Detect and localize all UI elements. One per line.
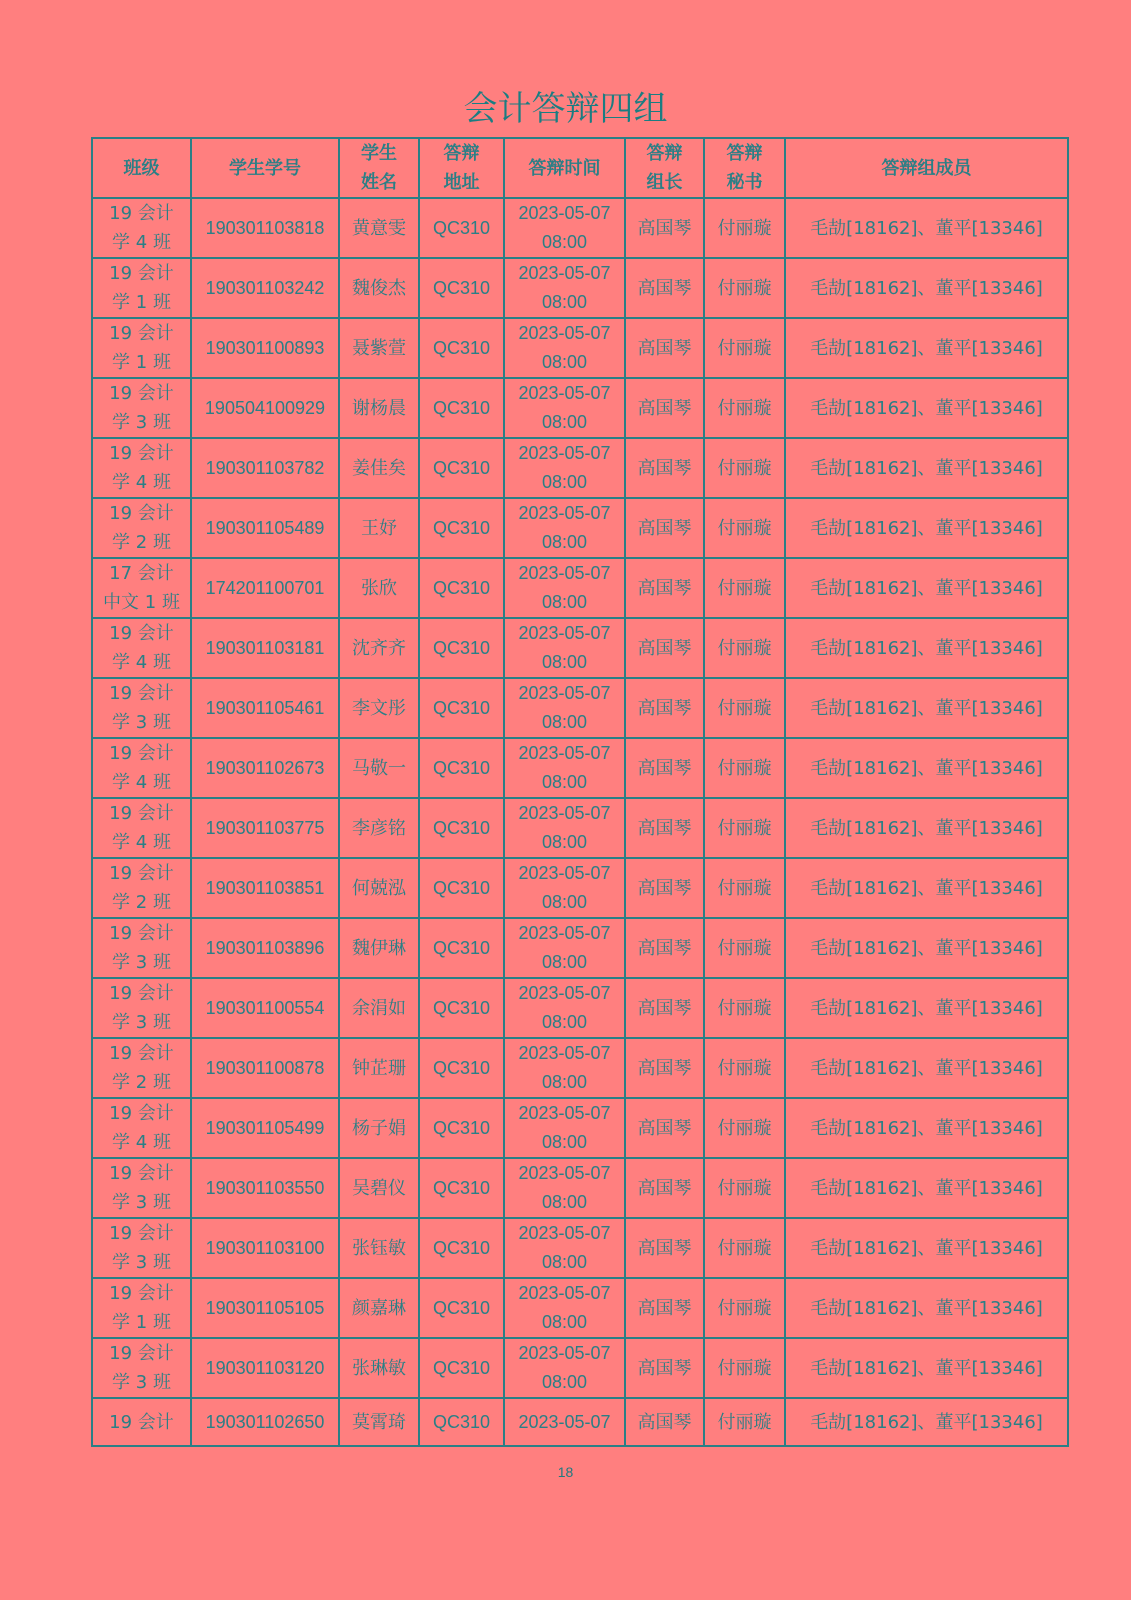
cell-address: QC310 <box>419 438 504 498</box>
cell-leader: 高国琴 <box>625 438 704 498</box>
cell-student-id: 190301103818 <box>191 198 339 258</box>
cell-time: 2023-05-07 08:00 <box>504 198 625 258</box>
cell-time: 2023-05-07 08:00 <box>504 978 625 1038</box>
cell-time: 2023-05-07 08:00 <box>504 258 625 318</box>
cell-class: 19 会计 学 3 班 <box>92 678 191 738</box>
cell-address: QC310 <box>419 1158 504 1218</box>
cell-student-name: 姜佳矣 <box>339 438 419 498</box>
cell-student-name: 颜嘉琳 <box>339 1278 419 1338</box>
cell-student-name: 李文彤 <box>339 678 419 738</box>
table-row <box>92 318 1068 378</box>
cell-class: 19 会计 学 3 班 <box>92 1158 191 1218</box>
header-time: 答辩时间 <box>504 138 625 198</box>
header-student-id: 学生学号 <box>191 138 339 198</box>
cell-student-name: 杨子娟 <box>339 1098 419 1158</box>
cell-members: 毛劼[18162]、董平[13346] <box>785 198 1068 258</box>
cell-members: 毛劼[18162]、董平[13346] <box>785 1338 1068 1398</box>
cell-class: 19 会计 学 4 班 <box>92 738 191 798</box>
cell-leader: 高国琴 <box>625 678 704 738</box>
cell-members: 毛劼[18162]、董平[13346] <box>785 558 1068 618</box>
cell-student-id: 190301102650 <box>191 1398 339 1446</box>
cell-secretary: 付丽璇 <box>704 798 785 858</box>
cell-members: 毛劼[18162]、董平[13346] <box>785 978 1068 1038</box>
cell-secretary: 付丽璇 <box>704 258 785 318</box>
cell-members: 毛劼[18162]、董平[13346] <box>785 258 1068 318</box>
cell-secretary: 付丽璇 <box>704 978 785 1038</box>
cell-secretary: 付丽璇 <box>704 678 785 738</box>
cell-student-name: 何兢泓 <box>339 858 419 918</box>
table-row <box>92 1278 1068 1338</box>
cell-leader: 高国琴 <box>625 1338 704 1398</box>
cell-class: 19 会计 学 4 班 <box>92 618 191 678</box>
cell-student-name: 谢杨晨 <box>339 378 419 438</box>
cell-members: 毛劼[18162]、董平[13346] <box>785 618 1068 678</box>
cell-secretary: 付丽璇 <box>704 1038 785 1098</box>
cell-class: 19 会计 学 4 班 <box>92 1098 191 1158</box>
cell-time: 2023-05-07 08:00 <box>504 918 625 978</box>
cell-class: 19 会计 学 3 班 <box>92 918 191 978</box>
cell-student-id: 190301103775 <box>191 798 339 858</box>
cell-class: 19 会计 学 1 班 <box>92 318 191 378</box>
table-row <box>92 1398 1068 1446</box>
cell-student-name: 莫霄琦 <box>339 1398 419 1446</box>
cell-student-name: 张欣 <box>339 558 419 618</box>
header-student-name: 学生 姓名 <box>339 138 419 198</box>
cell-address: QC310 <box>419 498 504 558</box>
cell-members: 毛劼[18162]、董平[13346] <box>785 798 1068 858</box>
cell-time: 2023-05-07 08:00 <box>504 858 625 918</box>
cell-secretary: 付丽璇 <box>704 1278 785 1338</box>
cell-student-id: 190301103896 <box>191 918 339 978</box>
cell-leader: 高国琴 <box>625 918 704 978</box>
cell-leader: 高国琴 <box>625 618 704 678</box>
cell-student-id: 190301103851 <box>191 858 339 918</box>
cell-leader: 高国琴 <box>625 978 704 1038</box>
table-row <box>92 558 1068 618</box>
cell-address: QC310 <box>419 798 504 858</box>
cell-secretary: 付丽璇 <box>704 198 785 258</box>
cell-leader: 高国琴 <box>625 258 704 318</box>
cell-address: QC310 <box>419 978 504 1038</box>
cell-leader: 高国琴 <box>625 498 704 558</box>
cell-members: 毛劼[18162]、董平[13346] <box>785 318 1068 378</box>
cell-address: QC310 <box>419 918 504 978</box>
cell-class: 19 会计 <box>92 1398 191 1446</box>
cell-student-id: 190301103100 <box>191 1218 339 1278</box>
cell-leader: 高国琴 <box>625 1098 704 1158</box>
table-row <box>92 498 1068 558</box>
cell-members: 毛劼[18162]、董平[13346] <box>785 1278 1068 1338</box>
cell-leader: 高国琴 <box>625 1158 704 1218</box>
cell-student-id: 190301105489 <box>191 498 339 558</box>
cell-members: 毛劼[18162]、董平[13346] <box>785 918 1068 978</box>
cell-secretary: 付丽璇 <box>704 1398 785 1446</box>
cell-student-name: 聂紫萱 <box>339 318 419 378</box>
cell-secretary: 付丽璇 <box>704 378 785 438</box>
cell-student-id: 190301102673 <box>191 738 339 798</box>
cell-secretary: 付丽璇 <box>704 1218 785 1278</box>
table-row <box>92 258 1068 318</box>
cell-class: 19 会计 学 3 班 <box>92 1218 191 1278</box>
table-row <box>92 618 1068 678</box>
table-row <box>92 1098 1068 1158</box>
cell-members: 毛劼[18162]、董平[13346] <box>785 1158 1068 1218</box>
cell-members: 毛劼[18162]、董平[13346] <box>785 1398 1068 1446</box>
cell-time: 2023-05-07 08:00 <box>504 498 625 558</box>
cell-secretary: 付丽璇 <box>704 918 785 978</box>
cell-time: 2023-05-07 08:00 <box>504 438 625 498</box>
cell-time: 2023-05-07 08:00 <box>504 738 625 798</box>
cell-class: 19 会计 学 4 班 <box>92 198 191 258</box>
table-row <box>92 438 1068 498</box>
cell-address: QC310 <box>419 1038 504 1098</box>
cell-leader: 高国琴 <box>625 1278 704 1338</box>
table-body <box>92 198 1068 1446</box>
cell-secretary: 付丽璇 <box>704 498 785 558</box>
header-address: 答辩 地址 <box>419 138 504 198</box>
table-row <box>92 1158 1068 1218</box>
header-leader: 答辩 组长 <box>625 138 704 198</box>
cell-time: 2023-05-07 08:00 <box>504 318 625 378</box>
cell-members: 毛劼[18162]、董平[13346] <box>785 1218 1068 1278</box>
cell-class: 19 会计 学 1 班 <box>92 1278 191 1338</box>
cell-secretary: 付丽璇 <box>704 438 785 498</box>
cell-address: QC310 <box>419 1338 504 1398</box>
cell-class: 19 会计 学 2 班 <box>92 498 191 558</box>
cell-student-id: 190301103782 <box>191 438 339 498</box>
cell-time: 2023-05-07 08:00 <box>504 678 625 738</box>
cell-class: 19 会计 学 4 班 <box>92 438 191 498</box>
cell-leader: 高国琴 <box>625 1218 704 1278</box>
cell-address: QC310 <box>419 618 504 678</box>
cell-secretary: 付丽璇 <box>704 738 785 798</box>
cell-student-name: 李彦铭 <box>339 798 419 858</box>
cell-members: 毛劼[18162]、董平[13346] <box>785 738 1068 798</box>
cell-secretary: 付丽璇 <box>704 1158 785 1218</box>
table-row <box>92 198 1068 258</box>
header-class: 班级 <box>92 138 191 198</box>
cell-address: QC310 <box>419 198 504 258</box>
page-title: 会计答辩四组 <box>463 89 668 129</box>
cell-secretary: 付丽璇 <box>704 318 785 378</box>
cell-student-name: 余涓如 <box>339 978 419 1038</box>
cell-student-id: 190301100878 <box>191 1038 339 1098</box>
table-row <box>92 678 1068 738</box>
cell-student-id: 190301103242 <box>191 258 339 318</box>
header-row <box>92 138 1068 198</box>
cell-student-id: 190301105461 <box>191 678 339 738</box>
cell-address: QC310 <box>419 1098 504 1158</box>
cell-time: 2023-05-07 08:00 <box>504 798 625 858</box>
cell-student-name: 魏俊杰 <box>339 258 419 318</box>
cell-student-id: 190301100554 <box>191 978 339 1038</box>
cell-student-name: 魏伊琳 <box>339 918 419 978</box>
cell-leader: 高国琴 <box>625 1398 704 1446</box>
cell-address: QC310 <box>419 378 504 438</box>
table-row <box>92 858 1068 918</box>
cell-student-id: 190301105499 <box>191 1098 339 1158</box>
cell-leader: 高国琴 <box>625 378 704 438</box>
cell-address: QC310 <box>419 258 504 318</box>
cell-class: 19 会计 学 3 班 <box>92 1338 191 1398</box>
table-row <box>92 978 1068 1038</box>
cell-members: 毛劼[18162]、董平[13346] <box>785 498 1068 558</box>
cell-time: 2023-05-07 08:00 <box>504 1158 625 1218</box>
cell-members: 毛劼[18162]、董平[13346] <box>785 678 1068 738</box>
cell-student-name: 吴碧仪 <box>339 1158 419 1218</box>
cell-student-id: 174201100701 <box>191 558 339 618</box>
cell-time: 2023-05-07 08:00 <box>504 1098 625 1158</box>
cell-class: 19 会计 学 2 班 <box>92 858 191 918</box>
cell-student-name: 马敬一 <box>339 738 419 798</box>
cell-class: 17 会计 中文 1 班 <box>92 558 191 618</box>
table-row <box>92 378 1068 438</box>
header-members: 答辩组成员 <box>785 138 1068 198</box>
table-row <box>92 918 1068 978</box>
cell-address: QC310 <box>419 318 504 378</box>
cell-class: 19 会计 学 2 班 <box>92 1038 191 1098</box>
cell-student-id: 190301105105 <box>191 1278 339 1338</box>
cell-student-name: 张琳敏 <box>339 1338 419 1398</box>
cell-student-name: 张钰敏 <box>339 1218 419 1278</box>
cell-student-name: 黄意雯 <box>339 198 419 258</box>
cell-class: 19 会计 学 1 班 <box>92 258 191 318</box>
cell-secretary: 付丽璇 <box>704 1098 785 1158</box>
cell-members: 毛劼[18162]、董平[13346] <box>785 438 1068 498</box>
cell-student-id: 190301100893 <box>191 318 339 378</box>
cell-time: 2023-05-07 08:00 <box>504 618 625 678</box>
cell-members: 毛劼[18162]、董平[13346] <box>785 1038 1068 1098</box>
cell-members: 毛劼[18162]、董平[13346] <box>785 378 1068 438</box>
cell-student-name: 钟芷珊 <box>339 1038 419 1098</box>
table-row <box>92 1218 1068 1278</box>
cell-leader: 高国琴 <box>625 318 704 378</box>
cell-time: 2023-05-07 08:00 <box>504 1218 625 1278</box>
page-number: 18 <box>557 1464 574 1480</box>
cell-time: 2023-05-07 <box>504 1398 625 1446</box>
table-row <box>92 738 1068 798</box>
cell-class: 19 会计 学 4 班 <box>92 798 191 858</box>
cell-class: 19 会计 学 3 班 <box>92 378 191 438</box>
cell-leader: 高国琴 <box>625 858 704 918</box>
cell-student-id: 190301103120 <box>191 1338 339 1398</box>
cell-secretary: 付丽璇 <box>704 618 785 678</box>
cell-student-id: 190301103550 <box>191 1158 339 1218</box>
cell-address: QC310 <box>419 558 504 618</box>
cell-address: QC310 <box>419 1278 504 1338</box>
cell-time: 2023-05-07 08:00 <box>504 378 625 438</box>
table-row <box>92 798 1068 858</box>
cell-address: QC310 <box>419 738 504 798</box>
cell-student-name: 沈齐齐 <box>339 618 419 678</box>
cell-address: QC310 <box>419 1218 504 1278</box>
cell-class: 19 会计 学 3 班 <box>92 978 191 1038</box>
cell-leader: 高国琴 <box>625 738 704 798</box>
cell-address: QC310 <box>419 1398 504 1446</box>
cell-time: 2023-05-07 08:00 <box>504 1338 625 1398</box>
cell-leader: 高国琴 <box>625 198 704 258</box>
cell-address: QC310 <box>419 858 504 918</box>
cell-secretary: 付丽璇 <box>704 858 785 918</box>
cell-address: QC310 <box>419 678 504 738</box>
cell-secretary: 付丽璇 <box>704 558 785 618</box>
cell-time: 2023-05-07 08:00 <box>504 558 625 618</box>
cell-members: 毛劼[18162]、董平[13346] <box>785 1098 1068 1158</box>
cell-time: 2023-05-07 08:00 <box>504 1278 625 1338</box>
cell-leader: 高国琴 <box>625 558 704 618</box>
cell-leader: 高国琴 <box>625 798 704 858</box>
cell-student-id: 190301103181 <box>191 618 339 678</box>
defense-schedule-table <box>91 137 1069 1447</box>
cell-time: 2023-05-07 08:00 <box>504 1038 625 1098</box>
cell-members: 毛劼[18162]、董平[13346] <box>785 858 1068 918</box>
cell-student-name: 王妤 <box>339 498 419 558</box>
cell-secretary: 付丽璇 <box>704 1338 785 1398</box>
table-row <box>92 1038 1068 1098</box>
table-row <box>92 1338 1068 1398</box>
header-secretary: 答辩 秘书 <box>704 138 785 198</box>
cell-student-id: 190504100929 <box>191 378 339 438</box>
cell-leader: 高国琴 <box>625 1038 704 1098</box>
